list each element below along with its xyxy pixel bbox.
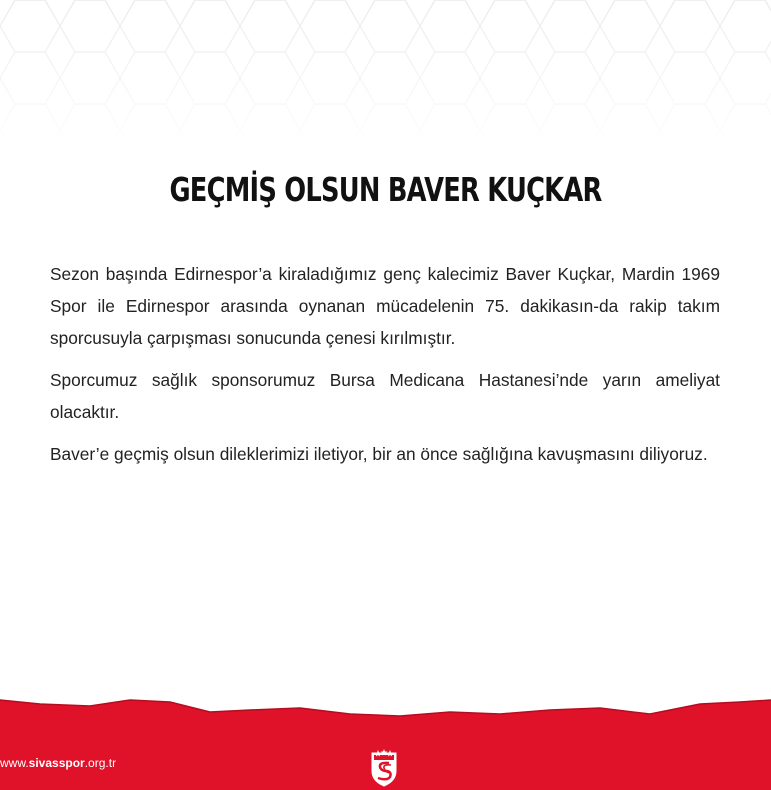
site-suffix: .org.tr	[84, 756, 117, 770]
sivasspor-crest-icon	[369, 747, 399, 787]
headline: GEÇMİŞ OLSUN BAVER KUÇKAR	[169, 170, 602, 209]
hexagon-pattern	[0, 0, 771, 150]
article-body	[50, 258, 720, 480]
paragraph-3: Baver’e geçmiş olsun dileklerimizi iletiyor, bir an önce sağlığına kavuşmasını diliyoruz.	[50, 444, 708, 464]
website-link[interactable]	[0, 756, 116, 770]
site-prefix: www.	[0, 756, 29, 770]
paragraph-1: Sezon başında Edirnespor’a kiraladığımız genç kalecimiz Baver Kuçkar, Mardin 1969 Spor ile Edirnespor arasında oynanan mücadelenin 75. dakikasın-da rakip takım sporcusuyla çarpışması sonucunda çenesi kırılmıştır.	[50, 264, 720, 348]
paragraph-2: Sporcumuz sağlık sponsorumuz Bursa Medicana Hastanesi’nde yarın ameliyat olacaktır.	[50, 370, 720, 422]
site-brand: sivasspor	[28, 756, 85, 770]
